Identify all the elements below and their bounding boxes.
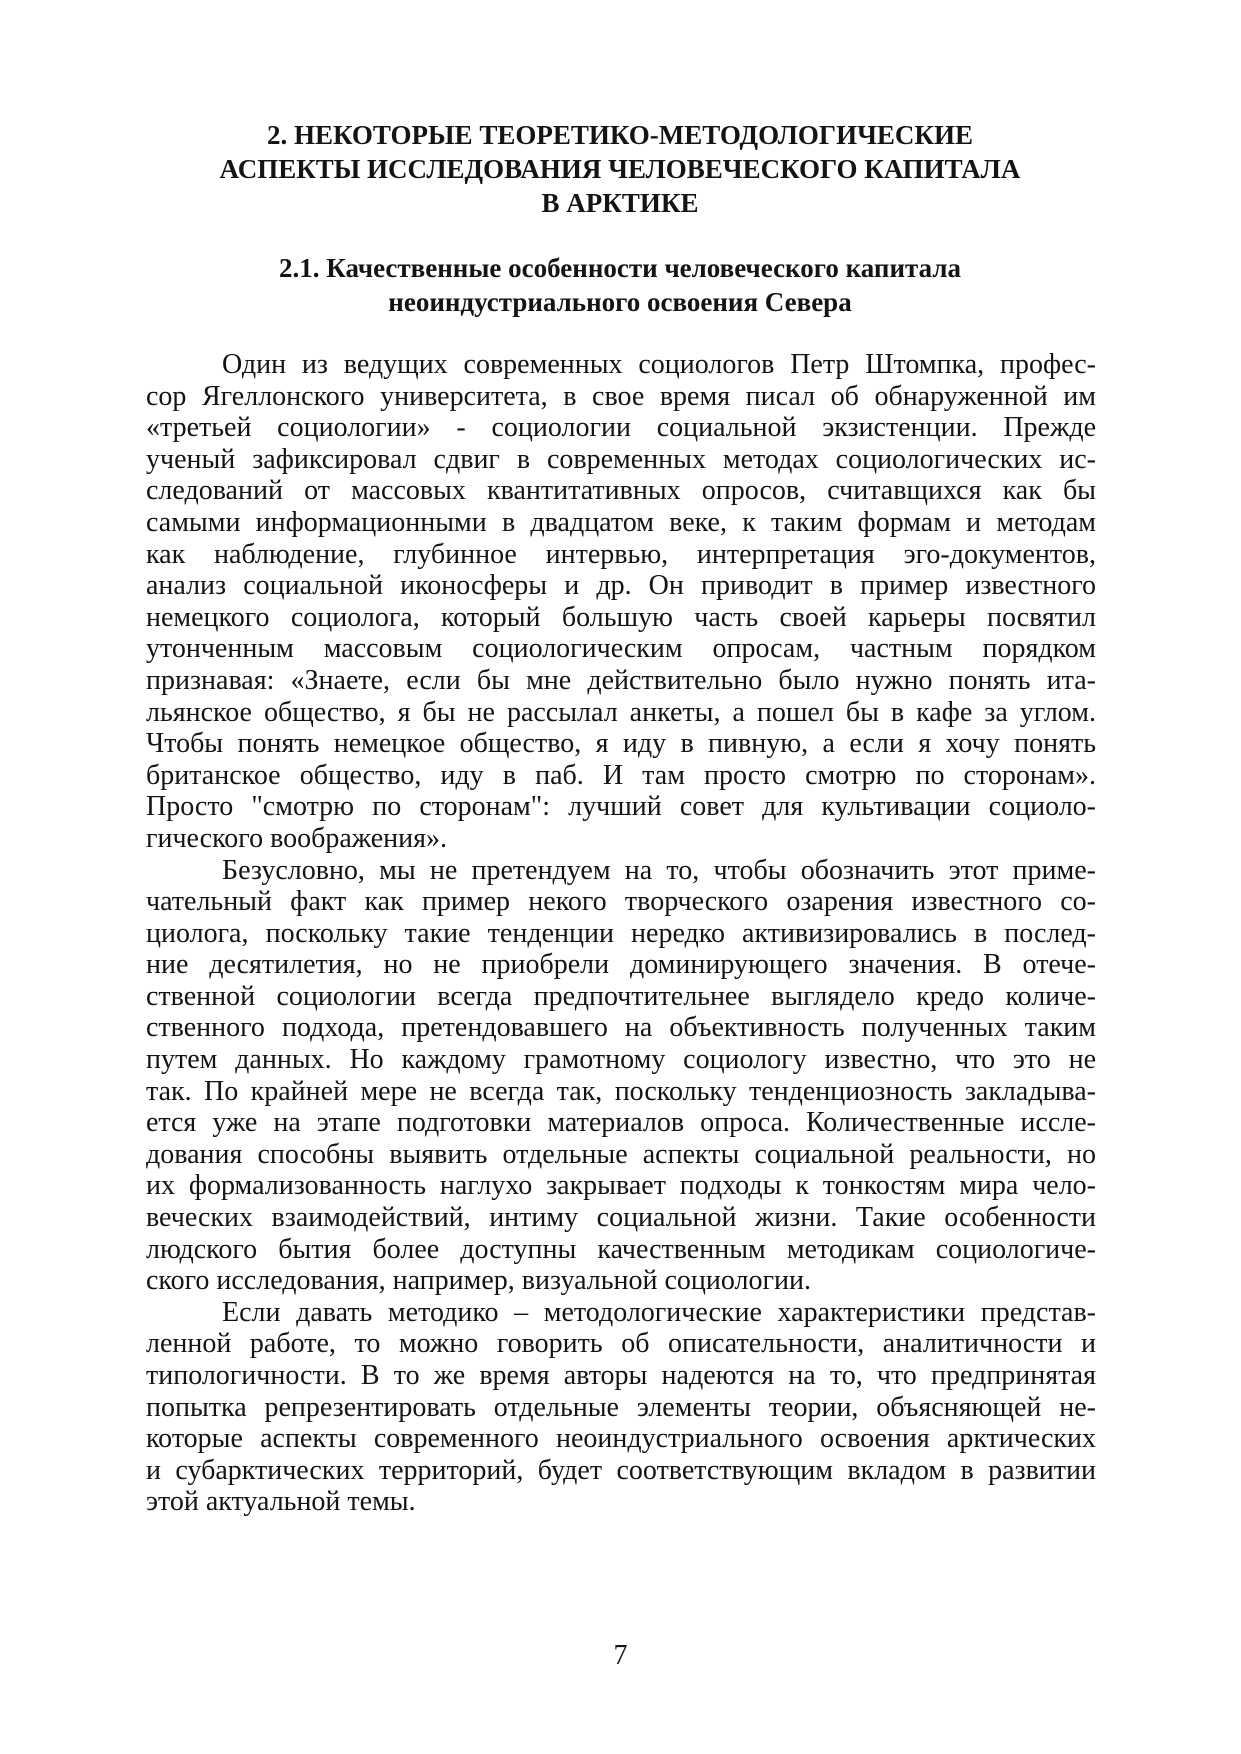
text-line: как наблюдение, глубинное интервью, интерпретация эго-документов, [146, 538, 1096, 570]
text-line: сор Ягеллонского университета, в свое время писал об обнаруженной им [146, 380, 1096, 412]
text-line: «третьей социологии» - социологии социальной экзистенции. Прежде [146, 412, 1096, 444]
text-line: чательный факт как пример некого творческого озарения известного со- [146, 886, 1096, 918]
text-line: и субарктических территорий, будет соответствующим вкладом в развитии [146, 1454, 1096, 1486]
paragraph [146, 855, 1096, 1297]
text-line: Чтобы понять немецкое общество, я иду в пивную, а если я хочу понять [146, 728, 1096, 760]
chapter-title-line: В АРКТИКЕ [541, 188, 699, 218]
page-number: 7 [613, 1640, 628, 1671]
text-line: льянское общество, я бы не рассылал анкеты, а пошел бы в кафе за углом. [146, 696, 1096, 728]
text-line: анализ социальной иконосферы и др. Он приводит в пример известного [146, 570, 1096, 602]
chapter-title-line: АСПЕКТЫ ИССЛЕДОВАНИЯ ЧЕЛОВЕЧЕСКОГО КАПИТАЛА [219, 154, 1021, 184]
text-line: самыми информационными в двадцатом веке, к таким формам и методам [146, 506, 1096, 538]
paragraph [146, 1297, 1096, 1518]
chapter-title [130, 118, 1110, 220]
text-line: путем данных. Но каждому грамотному социологу известно, что это не [146, 1044, 1096, 1076]
text-line: гического воображения». [146, 822, 448, 854]
text-line: Если давать методико – методологические характеристики представ- [222, 1296, 1096, 1328]
section-title-line: неоиндустриального освоения Севера [388, 287, 852, 317]
text-line: так. По крайней мере не всегда так, поскольку тенденциозность закладыва- [146, 1075, 1096, 1107]
text-line: Безусловно, мы не претендуем на то, чтобы обозначить этот приме- [222, 854, 1096, 886]
text-line: следований от массовых квантитативных опросов, считавщихся как бы [146, 475, 1096, 507]
text-line: немецкого социолога, который большую часть своей карьеры посвятил [146, 601, 1096, 633]
text-line: их формализованность наглухо закрывает подходы к тонкостям мира чело- [146, 1170, 1096, 1202]
text-line: циолога, поскольку такие тенденции нередко активизировались в послед- [146, 917, 1096, 949]
text-line: британское общество, иду в паб. И там просто смотрю по сторонам». [146, 759, 1096, 791]
text-line: ние десятилетия, но не приобрели доминирующего значения. В отече- [146, 949, 1096, 981]
text-line: ственной социологии всегда предпочтительнее выглядело кредо количе- [146, 980, 1096, 1012]
text-line: признавая: «Знаете, если бы мне действительно было нужно понять ита- [146, 664, 1096, 696]
text-line: типологичности. В то же время авторы надеются на то, что предпринятая [146, 1360, 1096, 1391]
text-line: попытка репрезентировать отдельные элементы теории, объясняющей не- [146, 1391, 1096, 1423]
text-line: людского бытия более доступны качественным методикам социологиче- [146, 1233, 1096, 1265]
text-line: этой актуальной темы. [146, 1486, 416, 1518]
text-line: дования способны выявить отдельные аспекты социальной реальности, но [146, 1138, 1096, 1170]
text-line: которые аспекты современного неоиндустриального освоения арктических [146, 1423, 1096, 1455]
text-line: ского исследования, например, визуальной социологии. [146, 1265, 811, 1297]
text-line: Один из ведущих современных социологов Петр Штомпка, профес- [222, 349, 1096, 380]
text-line: Просто "смотрю по сторонам": лучший совет для культивации социоло- [146, 791, 1096, 823]
body-text [146, 349, 1096, 1518]
section-title-line: 2.1. Качественные особенности человеческого капитала [279, 253, 961, 283]
text-line: ленной работе, то можно говорить об описательности, аналитичности и [146, 1328, 1096, 1360]
text-line: ученый зафиксировал сдвиг в современных методах социологических ис- [146, 443, 1096, 475]
text-line: веческих взаимодействий, интиму социальной жизни. Такие особенности [146, 1202, 1096, 1234]
chapter-title-line: 2. НЕКОТОРЫЕ ТЕОРЕТИКО-МЕТОДОЛОГИЧЕСКИЕ [266, 120, 973, 150]
text-line: утонченным массовым социологическим опросам, частным порядком [146, 633, 1096, 665]
text-line: ется уже на этапе подготовки материалов опроса. Количественные иссле- [146, 1107, 1096, 1139]
paragraph [146, 349, 1096, 855]
text-line: ственного подхода, претендовавшего на объективность полученных таким [146, 1012, 1096, 1044]
section-title [130, 251, 1110, 319]
